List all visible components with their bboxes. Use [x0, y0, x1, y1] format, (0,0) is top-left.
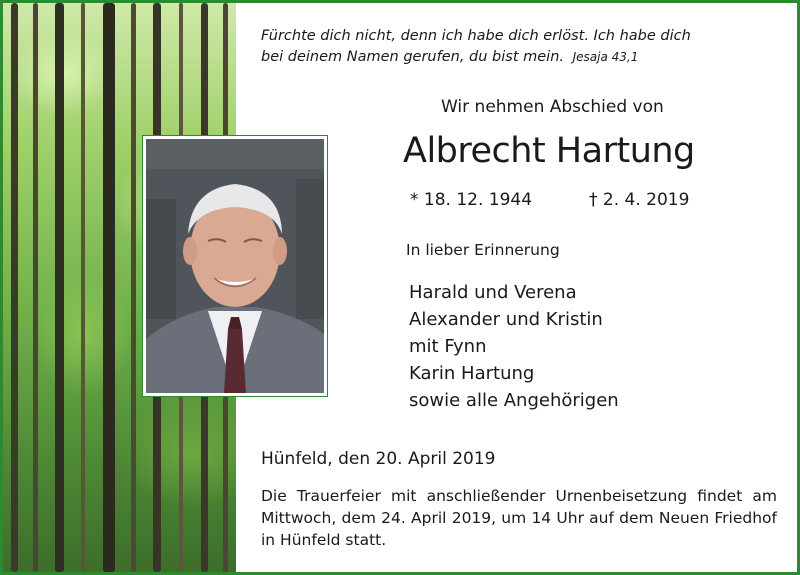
verse-line-1: Fürchte dich nicht, denn ich habe dich erlöst. Ich habe dich: [261, 28, 691, 44]
deceased-name: Albrecht Hartung: [403, 131, 695, 171]
mourner-line: Harald und Verena: [409, 282, 577, 303]
mourner-line: sowie alle Angehörigen: [409, 390, 619, 411]
mourners-list: [409, 279, 619, 414]
death-date: † 2. 4. 2019: [589, 190, 690, 210]
portrait-photo: [146, 139, 324, 393]
mourner-line: Karin Hartung: [409, 363, 535, 384]
verse-line-2: bei deinem Namen gerufen, du bist mein. Jesaja 43,1: [261, 49, 639, 65]
birth-date: * 18. 12. 1944: [410, 190, 533, 210]
verse-reference: Jesaja 43,1: [572, 50, 639, 64]
bible-verse: [261, 26, 691, 68]
place-and-date: Hünfeld, den 20. April 2019: [261, 449, 496, 469]
mourner-line: Alexander und Kristin: [409, 309, 603, 330]
mourner-line: mit Fynn: [409, 336, 487, 357]
funeral-service-info: Die Trauerfeier mit anschließender Urnenbeisetzung findet am Mittwoch, dem 24. April 2019, um 14 Uhr auf dem Neuen Friedhof in Hünfeld statt.: [261, 487, 777, 549]
farewell-intro: Wir nehmen Abschied von: [441, 97, 664, 117]
memory-line: In lieber Erinnerung: [406, 241, 560, 259]
